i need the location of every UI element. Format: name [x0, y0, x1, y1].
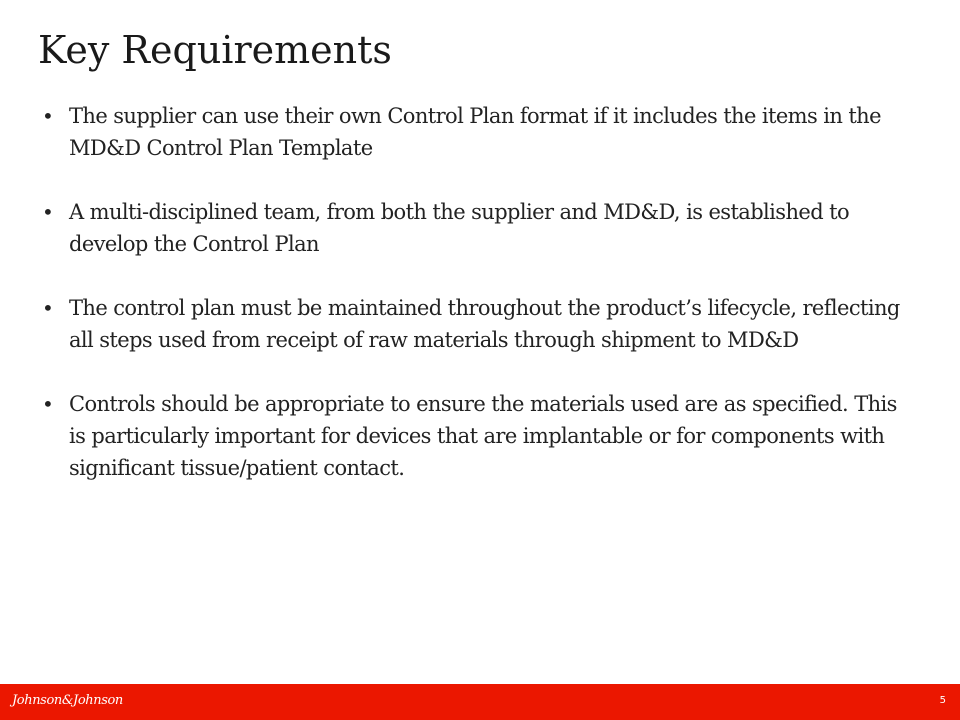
slide-title: Key Requirements [38, 28, 392, 72]
bullet-list [38, 100, 918, 516]
footer-bar [0, 684, 960, 720]
company-logo: Johnson&Johnson [12, 693, 123, 708]
bullet-icon: • [42, 104, 54, 128]
page-number: 5 [939, 695, 946, 706]
bullet-icon: • [42, 296, 54, 320]
bullet-item-supplier-format [38, 100, 918, 164]
bullet-item-lifecycle [38, 292, 918, 356]
bullet-icon: • [42, 392, 54, 416]
bullet-text: Controls should be appropriate to ensure the materials used are as specified. This is particularly important for devices that are implantable or for components with significant tissue/patient contact. [69, 392, 897, 480]
bullet-icon: • [42, 200, 54, 224]
bullet-item-team [38, 196, 918, 260]
bullet-text: The supplier can use their own Control Plan format if it includes the items in the MD&D Control Plan Template [69, 104, 881, 160]
bullet-text: The control plan must be maintained throughout the product’s lifecycle, reflecting all steps used from receipt of raw materials through shipment to MD&D [69, 296, 900, 352]
bullet-item-controls [38, 388, 918, 484]
bullet-text: A multi-disciplined team, from both the supplier and MD&D, is established to develop the Control Plan [69, 200, 850, 256]
